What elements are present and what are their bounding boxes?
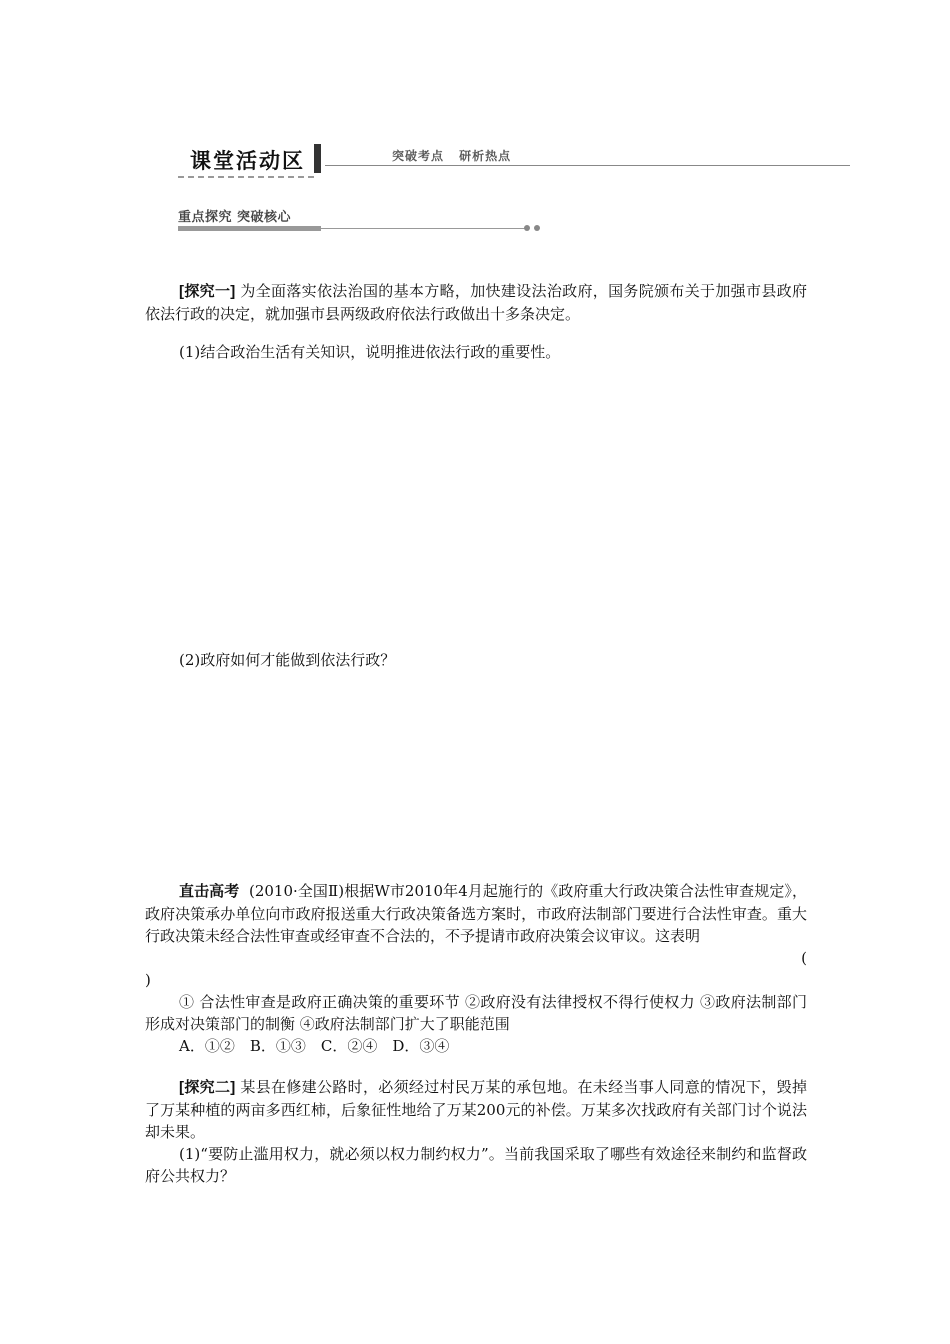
inquiry-two-text: 某县在修建公路时，必须经过村民万某的承包地。在未经当事人同意的情况下，毁掉了万某种植的两亩多西红柿，后象征性地给了万某200元的补偿。万某多次找政府有关部门讨个说法却未果。 [145, 1078, 807, 1141]
answer-paren-close: ) [145, 971, 151, 989]
inquiry-two-paragraph [145, 1076, 807, 1143]
answer-paren-open: ( [801, 949, 807, 967]
dot-decoration [534, 225, 540, 231]
inquiry-one-text: 为全面落实依法治国的基本方略，加快建设法治政府，国务院颁布关于加强市县政府依法行政的决定，就加强市县两级政府依法行政做出十多条决定。 [145, 282, 807, 323]
inquiry-two-question-1: (1)“要防止滥用权力，就必须以权力制约权力”。当前我国采取了哪些有效途径来制约和监督政府公共权力？ [145, 1145, 807, 1185]
banner-dashed-rule [178, 176, 314, 178]
inquiry-one-tag: [探究一] [179, 283, 236, 300]
inquiry-one-question-2: (2)政府如何才能做到依法行政？ [179, 651, 396, 669]
section-subheading [178, 206, 548, 234]
banner-divider [314, 144, 321, 173]
banner-title: 课堂活动区 [190, 149, 305, 173]
exam-stem [145, 880, 807, 947]
exam-question [145, 880, 807, 1057]
subheading-rule [321, 228, 526, 229]
exam-text: (2010·全国Ⅱ)根据W市2010年4月起施行的《政府重大行政决策合法性审查规定》，政府决策承办单位向市政府报送重大行政决策备选方案时，市政府法制部门要进行合法性审查。重大行政决策未经合法性审查或经审查不合法的，不予提请市政府决策会议审议。这表明 [145, 882, 807, 945]
exam-tag: 直击高考 [179, 883, 240, 900]
exam-choices: A．①② B．①③ C．②④ D．③④ [179, 1037, 450, 1055]
section-banner [178, 142, 850, 182]
answer-bracket [145, 947, 807, 969]
inquiry-one-paragraph [145, 280, 807, 325]
inquiry-two-tag: [探究二] [179, 1079, 236, 1096]
exam-options: ① 合法性审查是政府正确决策的重要环节 ②政府没有法律授权不得行使权力 ③政府法制部门形成对决策部门的制衡 ④政府法制部门扩大了职能范围 [145, 993, 807, 1033]
banner-subtitle: 突破考点 研析热点 [392, 149, 512, 163]
inquiry-one-question-1: (1)结合政治生活有关知识，说明推进依法行政的重要性。 [179, 343, 561, 361]
inquiry-two-block [145, 1076, 807, 1187]
dot-decoration [524, 225, 530, 231]
banner-rule [325, 165, 850, 166]
subheading-text: 重点探究 突破核心 [178, 210, 292, 225]
subheading-bar [178, 226, 321, 231]
